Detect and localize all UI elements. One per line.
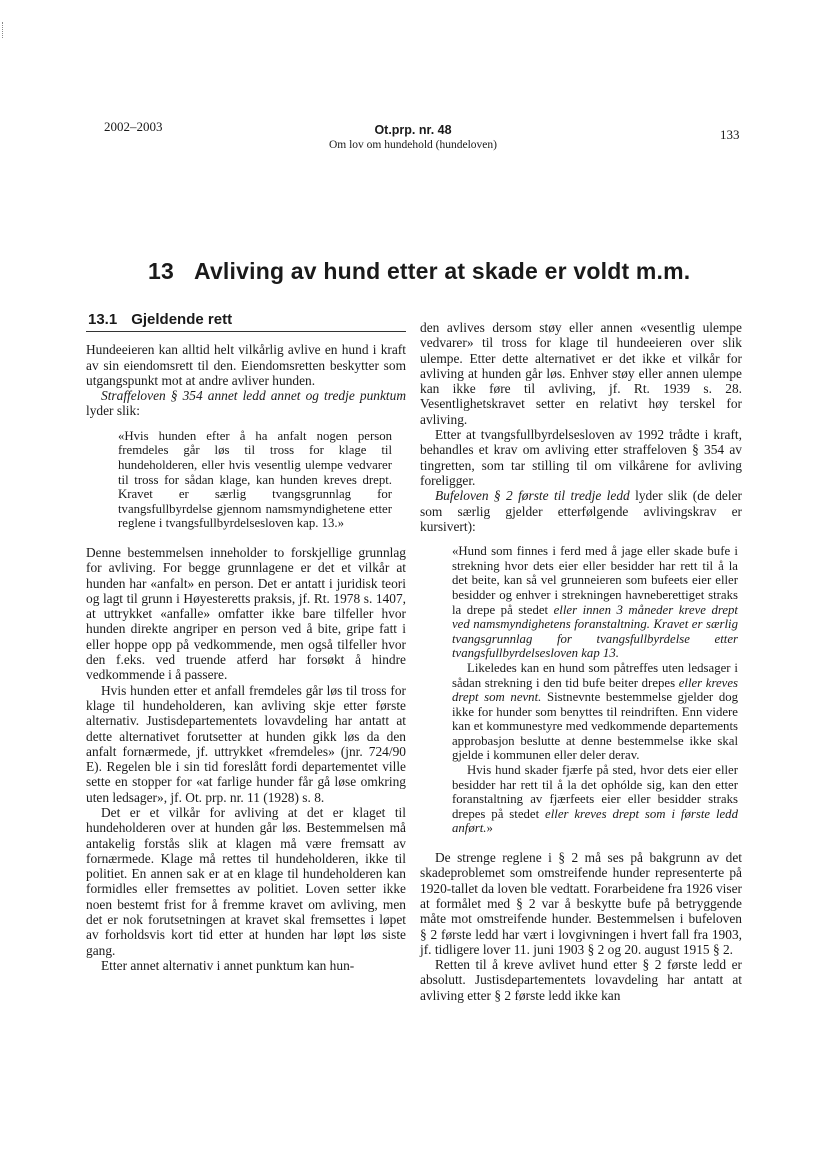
paragraph: Retten til å kreve avlivet hund etter § 2 første ledd er absolutt. Justisdepartementets lovavdeling har antatt at avliving etter § 2 første ledd ikke kan bbox=[420, 957, 742, 1003]
scan-margin-mark bbox=[2, 22, 5, 38]
block-quote bbox=[420, 544, 742, 836]
section-rule bbox=[86, 331, 406, 332]
document-title: Ot.prp. nr. 48 bbox=[374, 123, 452, 137]
chapter-title: Avliving av hund etter at skade er voldt m.m. bbox=[193, 258, 691, 284]
paragraph: den avlives dersom støy eller annen «vesentlig ulempe vedvarer» til tross for klage til hundeeieren over slik ulempe. Etter dette alternativet er det ikke et vilkår for avliving at hunden går løs. Enhver støy eller annen ulempe kan ikke føre til avliving, jf. Rt. 1939 s. 28. Vesentlighetskravet setter en relativt høy terskel for avliving. bbox=[420, 320, 742, 427]
document-subtitle: Om lov om hundehold (hundeloven) bbox=[328, 139, 497, 151]
paragraph: De strenge reglene i § 2 må ses på bakgrunn av det skadeproblemet som omstreifende hunder representerte på 1920-tallet da loven ble vedtatt. Forarbeidene fra 1926 viser at formålet med § 2 var å beskytte bufe på betryggende måte mot omstreifende hunder. Bestemmelsen i bufeloven § 2 første ledd har vært i lovgivningen i hvert fall fra 1903, jf. tidligere lover 11. juni 1903 § 2 og 20. august 1915 § 2. bbox=[420, 850, 742, 957]
paragraph: Hvis hunden etter et anfall fremdeles går løs til tross for klage til hundeholderen, kan avliving skje etter første alternativ. Justisdepartementets lovavdeling har antatt at dette alternativet forutsetter at hunden gikk løs da den anfalt fornærmede, jf. uttrykket «fremdeles» (jnr. 724/90 E). Regelen ble i sin tid foreslått fordi departementet ville sette en stopper for «at farlige hunder får gå løse omkring uten ledsager», jf. Ot. prp. nr. 11 (1928) s. 8. bbox=[86, 682, 406, 805]
quote-paragraph: «Hund som finnes i ferd med å jage eller skade bufe i strekning hvor dets eier eller besidder har rett til å la det beite, kan så vel grunneieren som bufeets eier eller besidder og enhver i strekningen havneberettiget straks la drepe på stedet eller innen 3 måneder kreve drept ved namsmyndighetens foranstaltning. Kravet er særlig tvangsgrunnlag for tvangsfullbyrdelse etter tvangsfullbyrdelsesloven kap 13. bbox=[452, 544, 738, 661]
quote-paragraph: Likeledes kan en hund som påtreffes uten ledsager i sådan strekning i den tid bufe beiter drepes eller kreves drept som nevnt. Sistnevnte bestemmelse gjelder dog ikke for hunder som benyttes til reindriften. Enn videre kan et kommunestyre med vedkommende departements approbasjon beslutte at denne bestemmelse ikke skal gjelde i kommunen eller deler derav. bbox=[452, 660, 739, 763]
paragraph: Straffeloven § 354 annet ledd annet og tredje punktum lyder slik: bbox=[86, 388, 406, 419]
paragraph: Hundeeieren kan alltid helt vilkårlig avlive en hund i kraft av sin eiendomsrett til den. Eiendomsretten beskytter som utgangspunkt mot at andre avliver hunden. bbox=[86, 342, 406, 388]
statute-reference: Bufeloven § 2 første til tredje ledd bbox=[435, 488, 630, 504]
page-number: 133 bbox=[720, 127, 740, 142]
paragraph: Etter annet alternativ i annet punktum kan hun- bbox=[101, 957, 355, 973]
chapter-number: 13 bbox=[148, 258, 174, 284]
section-heading bbox=[88, 312, 406, 327]
left-column bbox=[86, 312, 406, 973]
statute-reference: Straffeloven § 354 annet ledd annet og tredje punktum bbox=[101, 388, 406, 404]
paragraph: Det er et vilkår for avliving at det er klaget til hundeholderen over at hunden går løs. Bestemmelsen må antakelig forstås slik at klagen må være fremsatt av fornærmede. Klage må rettes til hundeholderen, ikke til politiet. En annen sak er at en klage til hundeholderen kan formidles eller fremsettes av politiet. Loven setter ikke noen bestemt frist for å fremme kravet om avliving, men det er nok forutsetningen at kravet skal fremsettes i løpet av forholdsvis kort tid etter at hunden har løpt løs siste gang. bbox=[86, 804, 406, 958]
paragraph: Denne bestemmelsen inneholder to forskjellige grunnlag for avliving. For begge grunnlagene er det et vilkår at hunden har «anfalt» en person. Det er antatt i juridisk teori og lagt til grunn i Høyesteretts praksis, jf. Rt. 1978 s. 1407, at uttrykket «anfalle» omfatter ikke bare tilfeller hvor hunden direkte angriper en person ved å bite, gripe fatt i eller hoppe opp på vedkommende, men også tilfeller hvor den f.eks. ved truende atferd har forsøkt å hindre vedkommende i å passere. bbox=[86, 544, 406, 683]
quote-paragraph: Hvis hund skader fjærfe på sted, hvor dets eier eller besidder har rett til å la det ophólde sig, kan den etter foranstaltning av fjærfeets eier eller besidder straks drepes på stedet eller kreves drept som i første ledd anført.» bbox=[452, 763, 738, 836]
header-years: 2002–2003 bbox=[104, 119, 163, 134]
block-quote: «Hvis hunden efter å ha anfalt nogen person fremdeles går løs til tross for klage til hundeholderen, eller hvis vesentlig ulempe vedvarer til tross for sådan klage, kan hunden kreves drept. Kravet er særlig tvangsgrunnlag for tvangsfullbyrdelse gjennom namsmyndighetene etter reglene i tvangsfullbyrdelsesloven kap. 13.» bbox=[118, 428, 392, 531]
running-header bbox=[0, 123, 826, 153]
section-number: 13.1 bbox=[88, 311, 118, 328]
section-title: Gjeldende rett bbox=[131, 311, 233, 328]
chapter-heading bbox=[148, 258, 690, 285]
paragraph: Bufeloven § 2 første til tredje ledd lyder slik (de deler som særlig gjelder etterfølgende avlivingskrav er kursivert): bbox=[420, 488, 742, 534]
right-column bbox=[420, 320, 742, 1003]
paragraph: Etter at tvangsfullbyrdelsesloven av 1992 trådte i kraft, behandles et krav om avliving etter straffeloven § 354 av tingretten, som tar stilling til om vilkårene for avliving foreligger. bbox=[420, 427, 742, 488]
